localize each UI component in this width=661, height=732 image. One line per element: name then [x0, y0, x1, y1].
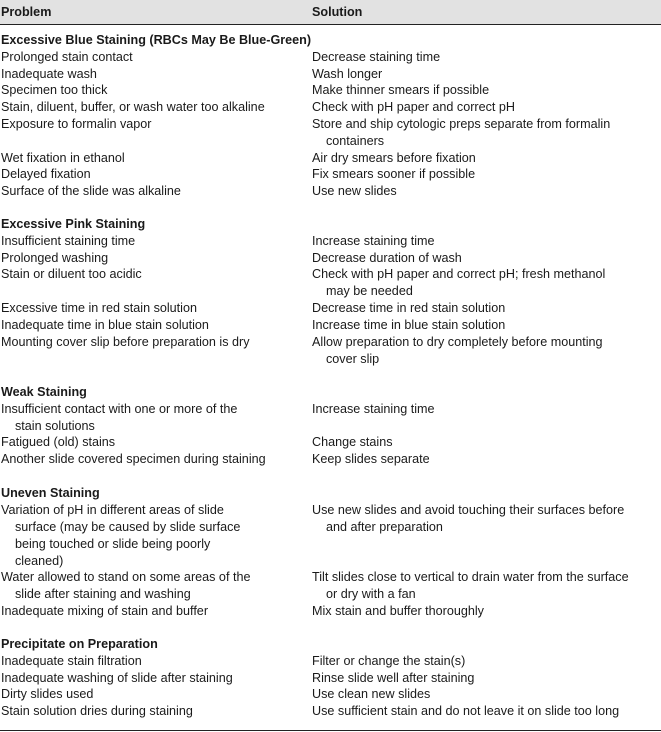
problem-cell-line: stain solutions — [15, 418, 95, 433]
problem-cell-line: Inadequate stain filtration — [1, 653, 142, 668]
problem-cell-line: Prolonged stain contact — [1, 49, 133, 64]
solution-cell-line: Keep slides separate — [312, 452, 430, 467]
solution-cell-line: Make thinner smears if possible — [312, 83, 490, 98]
solution-cell — [312, 703, 660, 720]
section-title: Excessive Blue Staining (RBCs May Be Blue-Green) — [1, 33, 312, 47]
problem-cell-line: Wet fixation in ethanol — [1, 150, 125, 165]
problem-cell — [1, 334, 301, 351]
solution-cell-line: Decrease duration of wash — [312, 250, 462, 265]
problem-column-header: Problem — [1, 5, 52, 19]
problem-cell-line: Inadequate mixing of stain and buffer — [1, 603, 209, 618]
problem-cell — [1, 317, 301, 334]
problem-cell-line: Inadequate time in blue stain solution — [1, 317, 209, 332]
section-title: Precipitate on Preparation — [1, 637, 158, 651]
solution-cell-line: Filter or change the stain(s) — [312, 653, 466, 668]
solution-cell-line: Fix smears sooner if possible — [312, 167, 476, 182]
solution-cell — [312, 266, 660, 300]
problem-cell-line: Stain solution dries during staining — [1, 704, 193, 719]
bottom-rule — [0, 730, 661, 731]
problem-cell-line: Specimen too thick — [1, 83, 108, 98]
problem-cell-line: Dirty slides used — [1, 687, 94, 702]
solution-cell — [312, 300, 660, 317]
solution-cell-line: Rinse slide well after staining — [312, 670, 475, 685]
problem-cell — [1, 99, 301, 116]
problem-cell — [1, 401, 301, 435]
solution-cell — [312, 82, 660, 99]
solution-cell — [312, 166, 660, 183]
section-title: Weak Staining — [1, 385, 87, 399]
solution-cell-line: Increase staining time — [312, 401, 435, 416]
solution-cell — [312, 569, 660, 603]
problem-cell-line: Insufficient contact with one or more of the — [1, 401, 238, 416]
problem-cell — [1, 670, 301, 687]
problem-cell — [1, 233, 301, 250]
solution-cell-line: Use sufficient stain and do not leave it on slide too long — [312, 704, 620, 719]
problem-cell-line: Prolonged washing — [1, 250, 109, 265]
section-title: Excessive Pink Staining — [1, 217, 146, 231]
problem-cell-line: Inadequate wash — [1, 66, 97, 81]
problem-cell-line: Inadequate washing of slide after staining — [1, 670, 233, 685]
solution-cell — [312, 686, 660, 703]
solution-cell — [312, 49, 660, 66]
solution-cell — [312, 250, 660, 267]
solution-cell — [312, 401, 660, 418]
solution-cell-line: or dry with a fan — [326, 587, 416, 601]
solution-column-header: Solution — [312, 5, 363, 19]
problem-cell — [1, 451, 301, 468]
solution-cell-line: Increase staining time — [312, 233, 435, 248]
solution-cell — [312, 451, 660, 468]
solution-cell — [312, 603, 660, 620]
solution-cell-line: Use new slides — [312, 184, 397, 199]
solution-cell-line: Use clean new slides — [312, 687, 431, 702]
problem-cell — [1, 82, 301, 99]
problem-cell-line: Another slide covered specimen during staining — [1, 452, 266, 467]
solution-cell-line: Increase time in blue stain solution — [312, 317, 506, 332]
problem-cell-line: cleaned) — [15, 553, 64, 568]
solution-cell-line: Check with pH paper and correct pH — [312, 100, 515, 115]
problem-cell — [1, 49, 301, 66]
solution-cell — [312, 670, 660, 687]
problem-cell — [1, 686, 301, 703]
problem-cell — [1, 502, 301, 570]
problem-cell — [1, 569, 301, 603]
problem-cell — [1, 183, 301, 200]
table-header — [0, 0, 661, 25]
solution-cell-line: Decrease staining time — [312, 49, 441, 64]
solution-cell-line: and after preparation — [326, 519, 443, 534]
solution-cell-line: Mix stain and buffer thoroughly — [312, 603, 484, 618]
solution-cell-line: Store and ship cytologic preps separate from formalin — [312, 117, 611, 131]
problem-cell-line: Mounting cover slip before preparation is dry — [1, 334, 250, 349]
problem-cell — [1, 300, 301, 317]
solution-cell-line: Use new slides and avoid touching their surfaces before — [312, 502, 625, 517]
solution-cell-line: Change stains — [312, 435, 393, 450]
problem-cell-line: Variation of pH in different areas of slide — [1, 502, 224, 517]
problem-cell-line: Surface of the slide was alkaline — [1, 184, 181, 199]
problem-cell-line: Stain or diluent too acidic — [1, 267, 142, 282]
problem-cell-line: Fatigued (old) stains — [1, 435, 116, 450]
problem-cell-line: Water allowed to stand on some areas of the — [1, 570, 251, 584]
solution-cell — [312, 183, 660, 200]
problem-cell-line: being touched or slide being poorly — [15, 536, 211, 551]
problem-cell-line: Stain, diluent, buffer, or wash water too alkaline — [1, 100, 265, 115]
solution-cell-line: Wash longer — [312, 66, 383, 81]
problem-cell — [1, 166, 301, 183]
solution-cell — [312, 653, 660, 670]
problem-cell — [1, 250, 301, 267]
problem-cell — [1, 150, 301, 167]
solution-cell — [312, 502, 660, 536]
solution-cell — [312, 66, 660, 83]
problem-cell-line: Insufficient staining time — [1, 233, 136, 248]
solution-cell-line: Air dry smears before fixation — [312, 150, 476, 165]
solution-cell-line: Tilt slides close to vertical to drain water from the surface — [312, 570, 629, 584]
solution-cell — [312, 150, 660, 167]
problem-cell-line: Excessive time in red stain solution — [1, 301, 197, 315]
section-title: Uneven Staining — [1, 486, 100, 500]
problem-cell-line: slide after staining and washing — [15, 587, 191, 601]
problem-cell — [1, 653, 301, 670]
solution-cell-line: Check with pH paper and correct pH; fresh methanol — [312, 267, 606, 282]
problem-cell-line: Delayed fixation — [1, 167, 91, 182]
problem-cell — [1, 116, 301, 133]
solution-cell — [312, 233, 660, 250]
solution-cell — [312, 116, 660, 150]
solution-cell-line: Decrease time in red stain solution — [312, 301, 506, 315]
solution-cell — [312, 434, 660, 451]
solution-cell — [312, 317, 660, 334]
solution-cell-line: may be needed — [326, 284, 413, 299]
problem-cell-line: Exposure to formalin vapor — [1, 117, 152, 131]
problem-cell — [1, 603, 301, 620]
solution-cell — [312, 334, 660, 368]
problem-cell-line: surface (may be caused by slide surface — [15, 519, 241, 534]
problem-cell — [1, 434, 301, 451]
problem-cell — [1, 266, 301, 283]
solution-cell-line: containers — [326, 134, 385, 148]
problem-cell — [1, 703, 301, 720]
problem-cell — [1, 66, 301, 83]
solution-cell-line: cover slip — [326, 351, 380, 366]
solution-cell — [312, 99, 660, 116]
solution-cell-line: Allow preparation to dry completely before mounting — [312, 334, 603, 349]
